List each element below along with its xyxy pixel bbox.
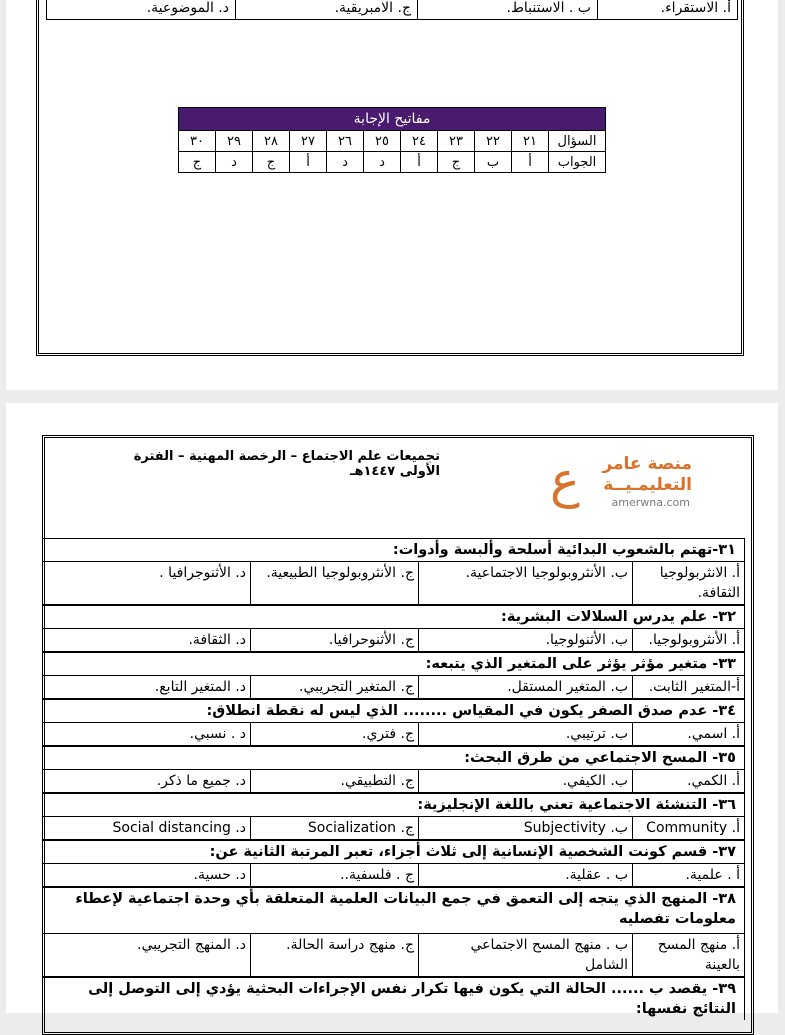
question-33: ٣٣- متغير مؤثر يؤثر على المتغير الذي يتبعه:: [42, 652, 745, 675]
question-number: ٢٨: [253, 131, 290, 152]
document-title: تجميعات علم الاجتماع – الرخصة المهنية – الفترة الأولى ١٤٤٧هـ: [133, 449, 440, 479]
answer-letter: ب: [475, 152, 512, 173]
answer-letter: د: [327, 152, 364, 173]
option-a: أ. الانثربولوجيا الثقافة.: [632, 562, 744, 604]
option-d: د. الأثنوجرافيا .: [159, 565, 246, 581]
question-number: ٢٧: [290, 131, 327, 152]
option-c: ج. Socialization: [250, 817, 418, 839]
answer-row: [179, 152, 606, 173]
answer-label: الجواب: [549, 152, 606, 173]
option-c: ج. الأنثروبولوجيا الطبيعية.: [250, 562, 418, 604]
option-c: ج . فلسفية..: [250, 864, 418, 886]
previous-question-options: [46, 0, 738, 20]
option-d: د. Social distancing: [112, 820, 246, 836]
option-d: د. الثقافة.: [188, 632, 246, 648]
question-37-options: [42, 863, 745, 887]
logo-emblem-icon: ع: [550, 451, 580, 509]
option-c: ج. فتري.: [250, 723, 418, 745]
option-b: ب. الأثنولوجيا.: [418, 629, 632, 651]
option-a: أ-المتغير الثابت.: [632, 676, 744, 698]
option-c: ج. المتغير التجريبي.: [250, 676, 418, 698]
question-number: ٢٥: [364, 131, 401, 152]
answer-letter: ج: [253, 152, 290, 173]
option-b: ب. ترتيبي.: [418, 723, 632, 745]
question-number: ٢٦: [327, 131, 364, 152]
questions-section: [42, 538, 745, 1020]
option-d: د. جميع ما ذكر.: [156, 773, 246, 789]
option-a: أ. اسمي.: [632, 723, 744, 745]
question-number: ٢٢: [475, 131, 512, 152]
option-c: ج. التطبيقي.: [250, 770, 418, 792]
option-d: د . نسبي.: [189, 726, 246, 742]
page-1-border: [36, 0, 744, 356]
question-36: ٣٦- التنشئة الاجتماعية تعني باللغة الإنجليزية:: [42, 793, 745, 816]
question-number: ٣٠: [179, 131, 216, 152]
answer-key-title: مفاتيح الإجابة: [179, 108, 606, 131]
option-c: ج. منهج دراسة الحالة.: [250, 934, 418, 976]
option-d: د. حسية.: [193, 867, 246, 883]
question-number: ٢٣: [438, 131, 475, 152]
question-33-options: [42, 675, 745, 699]
option-b: ب. الكيفي.: [418, 770, 632, 792]
question-32-options: [42, 628, 745, 652]
answer-letter: ج: [179, 152, 216, 173]
question-31: ٣١-تهتم بالشعوب البدائية أسلحة وألبسة وأدوات:: [42, 538, 745, 561]
answer-letter: ج: [438, 152, 475, 173]
question-38-options: [42, 933, 745, 977]
option-c: ج. الأثنوحرافيا.: [250, 629, 418, 651]
answer-letter: أ: [401, 152, 438, 173]
question-number-row: [179, 131, 606, 152]
option-b: ب. Subjectivity: [418, 817, 632, 839]
option-b: ب . منهج المسح الاجتماعي الشامل: [418, 934, 632, 976]
option-a: أ. منهج المسح بالعينة: [632, 934, 744, 976]
question-36-options: [42, 816, 745, 840]
logo-line1: منصة عامر: [602, 454, 692, 474]
option-d: د. الموضوعية.: [146, 0, 229, 16]
option-b: ب . عقلية.: [418, 864, 632, 886]
option-a: أ. Community: [632, 817, 744, 839]
question-39: ٣٩- يقصد ب ...... الحالة التي يكون فيها تكرار نفس الإجراءات البحثية يؤدي إلى التوصل إلى النتائج نفسها:: [42, 977, 745, 1020]
option-b: ب. الأنثروبولوجيا الاجتماعية.: [418, 562, 632, 604]
option-b: ب . الاستنباط.: [417, 0, 597, 19]
question-35: ٣٥- المسح الاجتماعي من طرق البحث:: [42, 746, 745, 769]
question-35-options: [42, 769, 745, 793]
option-b: ب. المتغير المستقل.: [418, 676, 632, 698]
answer-letter: أ: [512, 152, 549, 173]
question-number: ٢١: [512, 131, 549, 152]
question-38: ٣٨- المنهج الذي يتجه إلى التعمق في جمع البيانات العلمية المتعلقة بأي وحدة اجتماعية لإعطاء معلومات تفصليه: [42, 887, 745, 933]
question-32: ٣٢- علم يدرس السلالات البشرية:: [42, 605, 745, 628]
question-31-options: [42, 561, 745, 605]
answer-letter: د: [216, 152, 253, 173]
logo-url: amerwna.com: [611, 496, 690, 509]
question-37: ٣٧- قسم كونت الشخصية الإنسانية إلى ثلاث أجزاء، تعبر المرتبة الثانية عن:: [42, 840, 745, 863]
question-34: ٣٤- عدم صدق الصفر يكون في المقياس ........ الذي ليس له نقطة انطلاق:: [42, 699, 745, 722]
option-a: أ. الكمي.: [632, 770, 744, 792]
answer-letter: أ: [290, 152, 327, 173]
option-d: د. المنهج التجريبي.: [137, 937, 246, 953]
question-label: السؤال: [549, 131, 606, 152]
answer-letter: د: [364, 152, 401, 173]
logo-line2: التعليمـيــة: [603, 475, 692, 495]
question-number: ٢٤: [401, 131, 438, 152]
platform-logo: [550, 451, 700, 514]
option-a: أ . علمية.: [632, 864, 744, 886]
option-c: ج. الامبريقية.: [235, 0, 417, 19]
question-34-options: [42, 722, 745, 746]
question-number: ٢٩: [216, 131, 253, 152]
option-d: د. المتغير التابع.: [154, 679, 246, 695]
answer-key-table: [178, 107, 606, 173]
option-a: أ. الأنثروبولوجيا.: [632, 629, 744, 651]
option-a: أ. الاستقراء.: [597, 0, 737, 19]
